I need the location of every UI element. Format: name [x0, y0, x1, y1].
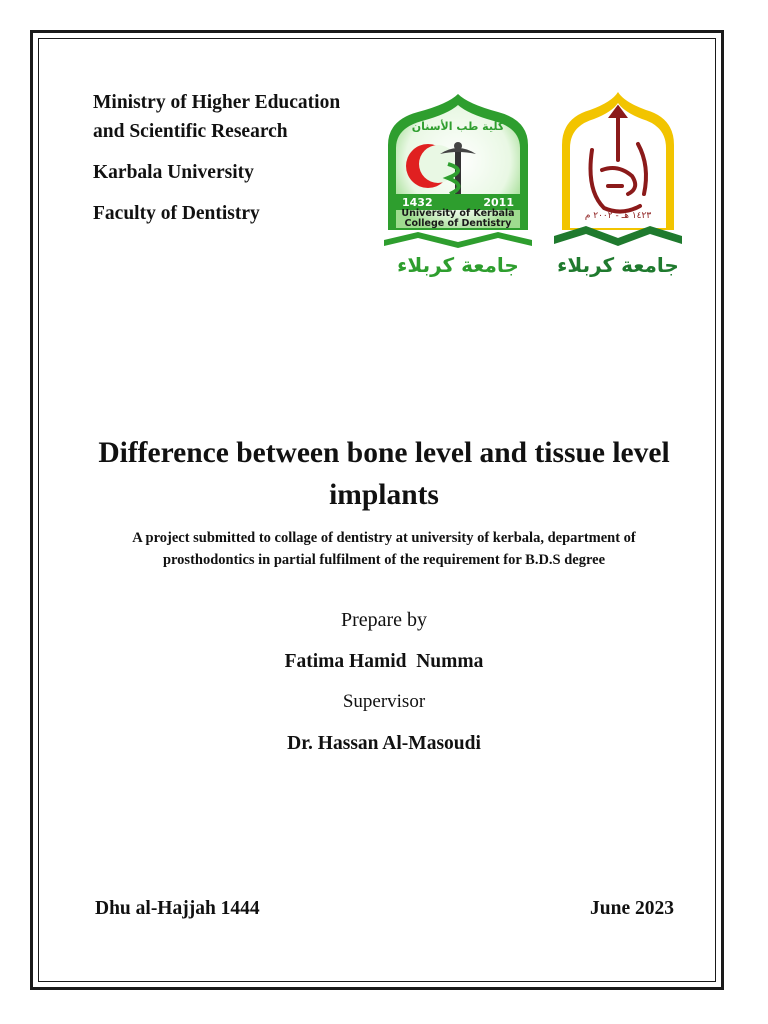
- supervisor-name: Dr. Hassan Al-Masoudi: [287, 733, 481, 754]
- institution-block: [93, 88, 353, 240]
- hijri-date: Dhu al-Hajjah 1444: [95, 898, 260, 919]
- faculty-name: Faculty of Dentistry: [93, 203, 260, 224]
- thesis-subtitle: A project submitted to collage of dentistry at university of kerbala, department of prosthodontics in partial fulfilment of the requirement for B.D.S degree: [132, 530, 636, 568]
- student-name: Fatima Hamid Numma: [284, 651, 484, 672]
- college-logo-line1: University of Kerbala: [401, 208, 515, 219]
- prepared-by-label: Prepare by: [340, 609, 428, 631]
- thesis-title: Difference between bone level and tissue level implants: [98, 437, 670, 511]
- university-of-karbala-logo: [552, 90, 684, 280]
- college-logo-year-right: 2011: [483, 196, 514, 209]
- college-logo-line2: College of Dentistry: [404, 218, 512, 229]
- ministry-name: Ministry of Higher Education and Scientific Research: [93, 92, 341, 142]
- college-of-dentistry-logo: [378, 90, 538, 280]
- college-logo-chevron: [384, 232, 532, 248]
- university-logo-date: ١٤٢٣ هـ - ٢٠٠٢ م: [584, 211, 652, 221]
- college-logo-year-left: 1432: [402, 196, 433, 209]
- university-name: Karbala University: [93, 162, 254, 183]
- university-logo-arabic-name: جامعة كربلاء: [557, 253, 679, 277]
- college-logo-top-text: كلية طب الأسنان: [411, 120, 505, 133]
- gregorian-date: June 2023: [590, 898, 674, 919]
- supervisor-label: Supervisor: [342, 691, 426, 712]
- college-logo-arabic-name: جامعة كربلاء: [397, 253, 519, 277]
